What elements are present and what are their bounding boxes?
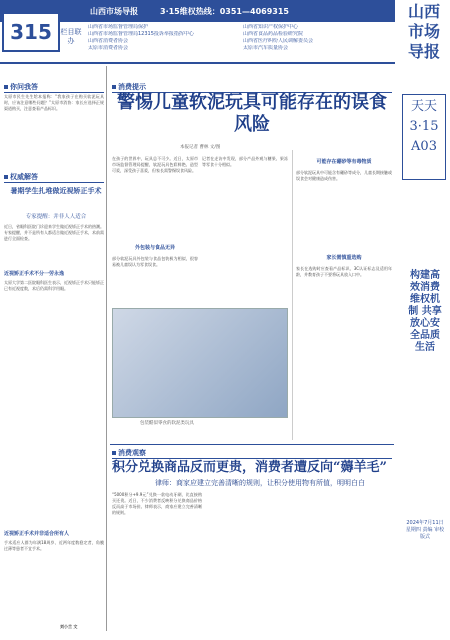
sponsor-item: 山西省医疗纠纷人民调解委员会: [243, 38, 314, 44]
header-paper-name: 山西市场导报: [90, 7, 138, 16]
side-subhead-2: 家长需慎重选购: [326, 255, 362, 261]
side-text-2: 家长在选购时应查看产品标识、3C认证标志及适用年龄，并教育孩子不要将玩具放入口中。: [296, 266, 392, 277]
main-col1-subhead: 外包装与食品无异: [134, 245, 175, 251]
column-label: 栏目联办: [60, 28, 82, 45]
subhead-1-text: 太原大学第二医院眼科医生表示，近视矫正手术只能矫正已有近视度数，术后仍需科学用眼。: [4, 280, 104, 291]
qa-text: 太原市民生先生给本报称：“我家孩子在购买软泥玩具时，应该注意哪些问题？”太原市消协：家长应选择正规渠道购买，注意查看产品标识。: [4, 94, 104, 111]
column-rule: [106, 66, 107, 631]
authority-subtitle: 专家提醒：并非人人适合: [25, 214, 87, 220]
bottom-text-col2: [206, 492, 296, 632]
sponsor-item: 山西省市场监督管理局12315投诉举报指挥中心: [88, 31, 194, 37]
main-col1-text2: 部分软泥玩具外包装与食品包装极为相似，很容易被儿童误认为零食误食。: [112, 256, 198, 267]
masthead-date: 2024年7月11日 星期四 责编 审校 版式: [405, 520, 445, 540]
sponsor-item: 太原市消费者协会: [88, 45, 129, 51]
subhead-2: 近视矫正手术并非适合所有人: [4, 531, 70, 537]
section-rule: [110, 444, 394, 445]
authority-text: 近日，省眼科医院门诊迎来学生做近视矫正手术的热潮。专家提醒，并不是所有人都适合做近视矫正手术，术前需进行全面检查。: [4, 224, 104, 241]
sponsor-item: 山西省消费者协会: [88, 38, 129, 44]
main-col2-text: 记者在走访中发现，部分产品外观与糖果、果冻等零食十分相似。: [202, 156, 288, 167]
sponsor-item: 山西省市场监督管理局保护: [88, 24, 149, 30]
header-hotline: 3·15维权热线：0351—4069315: [160, 7, 289, 16]
logo-315: 315: [2, 12, 60, 52]
masthead-title: 山西市场导报: [407, 2, 440, 61]
header-rule: [0, 62, 395, 64]
subhead-1: 近视矫正手术不分一劳永逸: [4, 271, 65, 277]
sponsor-item: 太原市汽车质量协会: [243, 45, 289, 51]
bottom-subtitle: 律师：商家应建立完善清晰的规则，让积分使用物有所值，明明白白: [155, 479, 365, 487]
bottom-text-col3: [300, 492, 392, 632]
left-footer: 刘小兰 文: [60, 624, 78, 629]
sponsor-item: 山西省知识产权保护中心: [243, 24, 299, 30]
toy-photo: [112, 308, 288, 418]
main-col1-text: 在孩子的世界中，玩具总不可少。近日，太原市市场监督管理局提醒，软泥玩具色彩鲜艳、造型可爱，深受孩子喜爱，但家长需警惕误食风险。: [112, 156, 198, 173]
section-head-consumer-watch: 消费观察: [112, 448, 392, 459]
main-headline: 警惕儿童软泥玩具可能存在的误食风险: [117, 92, 387, 135]
sponsor-item: 山西省食品药品检验研究院: [243, 31, 304, 37]
section-head-qa: 你问我答: [4, 82, 104, 93]
section-head-authority: 权威解答: [4, 172, 104, 183]
masthead-issue: 天天3·15 A03: [402, 94, 446, 180]
bottom-headline: 积分兑换商品反而更贵，消费者遭反向“薅羊毛”: [112, 460, 387, 475]
column-rule: [292, 150, 293, 440]
side-subhead-1: 可能存在硼砂等有毒物质: [316, 159, 372, 165]
photo-caption: 包装酷似零食的软泥类玩具: [140, 421, 194, 426]
subhead-2-text: 手术适应人群为年满18周岁、近两年度数稳定者，角膜过薄等患者不宜手术。: [4, 540, 104, 551]
authority-title: 暑期学生扎堆做近视矫正手术: [10, 187, 102, 195]
section-head-consumer-tip: 消费提示: [112, 82, 392, 93]
main-byline: 本报记者 曹林 文/图: [180, 145, 221, 150]
bottom-text: “5000积分+9.9元”兑换一款电动牙刷，比直接购买还贵。近日，不少消费者反映积分兑换商品价格反而高于市场价。律师表示，商家应建立完善清晰的规则。: [112, 492, 202, 515]
masthead-slogan: 构建高效消费维权机制 共享放心安全品质生活: [408, 270, 442, 353]
side-text-1: 部分软泥玩具中可能含有硼砂等成分，儿童长期接触或误食会对健康造成伤害。: [296, 170, 392, 181]
